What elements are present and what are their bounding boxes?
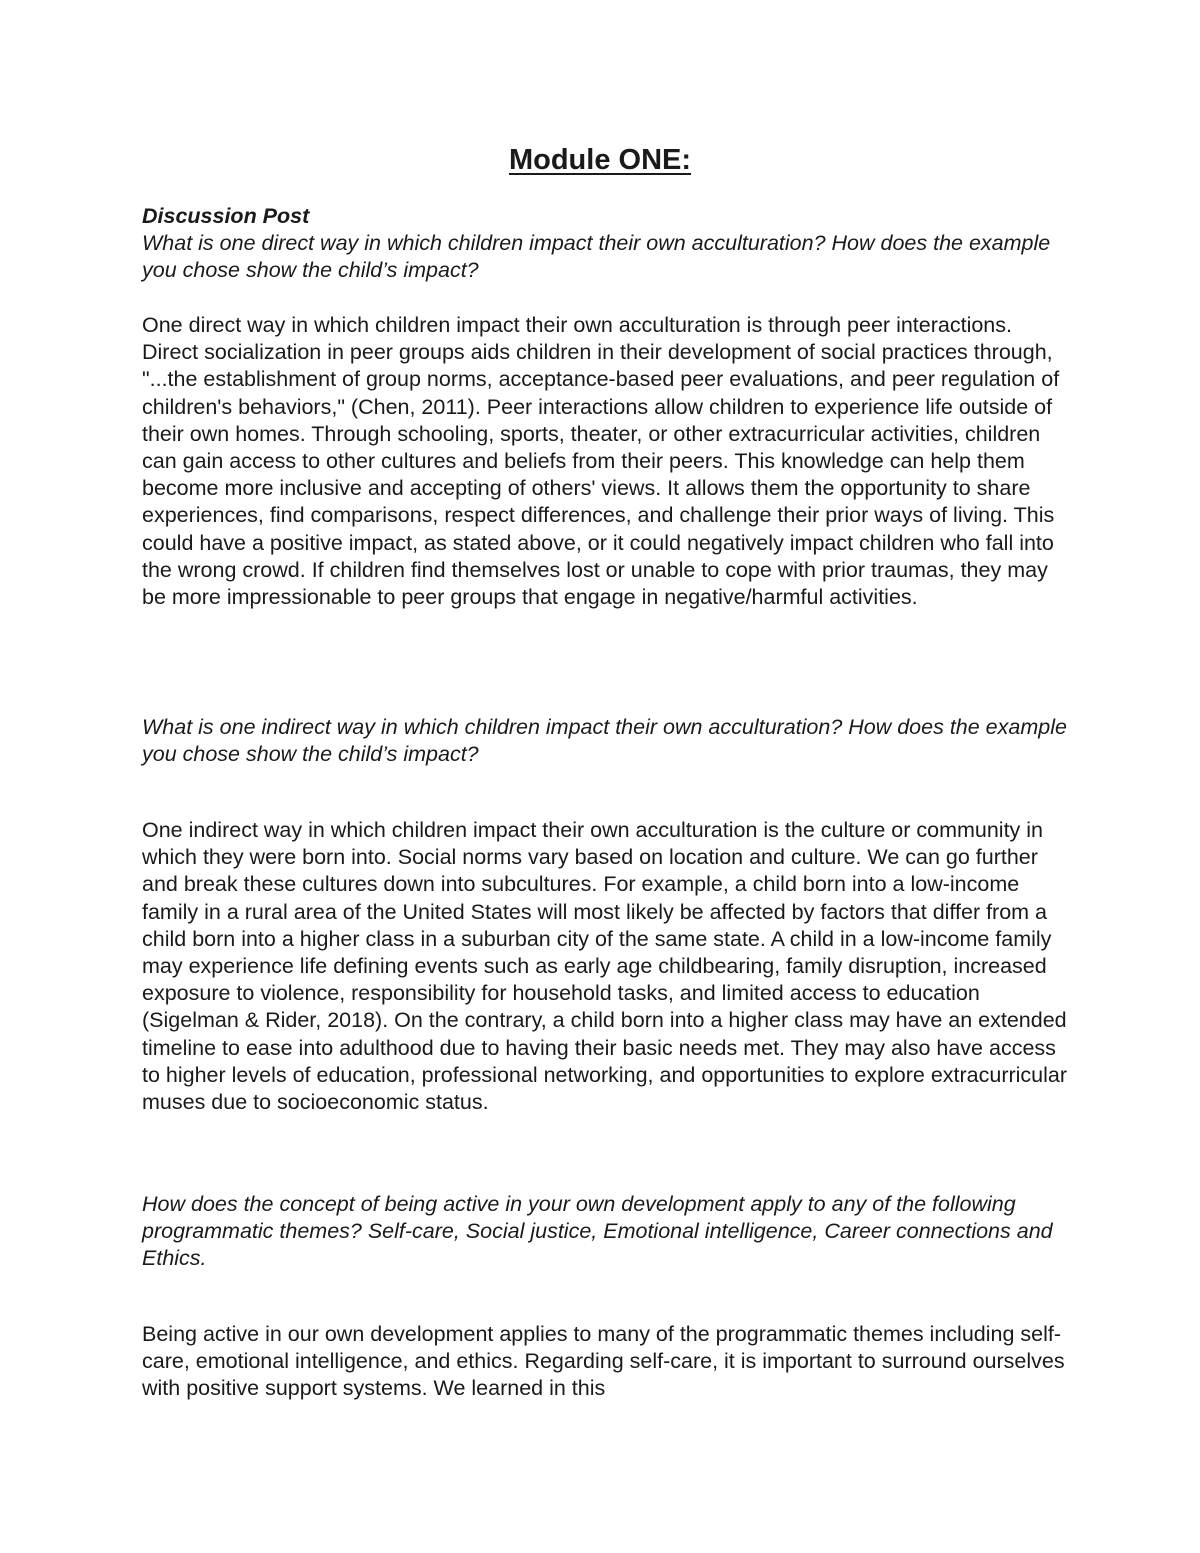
section-label: Discussion Post [142, 204, 310, 228]
answer-3: Being active in our own development applies to many of the programmatic themes including self-care, emotional intelligence, and ethics. Regarding self-care, it is important to surround ourselves with positive support systems. We learned in this [142, 1322, 1065, 1401]
question-2: What is one indirect way in which children impact their own acculturation? How does the example you chose show the child’s impact? [142, 715, 1067, 767]
answer-2: One indirect way in which children impact their own acculturation is the culture or community in which they were born into. Social norms vary based on location and culture. We can go further and break these cultures down into subcultures. For example, a child born into a low-income family in a rural area of the United States will most likely be affected by factors that differ from a child born into a higher class in a suburban city of the same state. A child in a low-income family may experience life defining events such as early age childbearing, family disruption, increased exposure to violence, responsibility for household tasks, and limited access to education (Sigelman & Rider, 2018). On the contrary, a child born into a higher class may have an extended timeline to ease into adulthood due to having their basic needs met. They may also have access to higher levels of education, professional networking, and opportunities to explore extracurricular muses due to socioeconomic status. [142, 818, 1068, 1115]
answer-1: One direct way in which children impact their own acculturation is through peer interactions. Direct socialization in peer groups aids children in their development of social practices through, "...the establishment of group norms, acceptance-based peer evaluations, and peer regulation of children's behaviors," (Chen, 2011). Peer interactions allow children to experience life outside of their own homes. Through schooling, sports, theater, or other extracurricular activities, children can gain access to other cultures and beliefs from their peers. This knowledge can help them become more inclusive and accepting of others' views. It allows them the opportunity to share experiences, find comparisons, respect differences, and challenge their prior ways of living. This could have a positive impact, as stated above, or it could negatively impact children who fall into the wrong crowd. If children find themselves lost or unable to cope with prior traumas, they may be more impressionable to peer groups that engage in negative/harmful activities. [142, 313, 1060, 610]
question-3: How does the concept of being active in your own development apply to any of the following programmatic themes? Self-care, Social justice, Emotional intelligence, Career connections and Ethics. [142, 1192, 1053, 1271]
question-1: What is one direct way in which children impact their own acculturation? How does the example you chose show the child’s impact? [142, 231, 1051, 283]
question-block-1 [142, 203, 1072, 285]
page-title: Module ONE: [508, 144, 692, 176]
